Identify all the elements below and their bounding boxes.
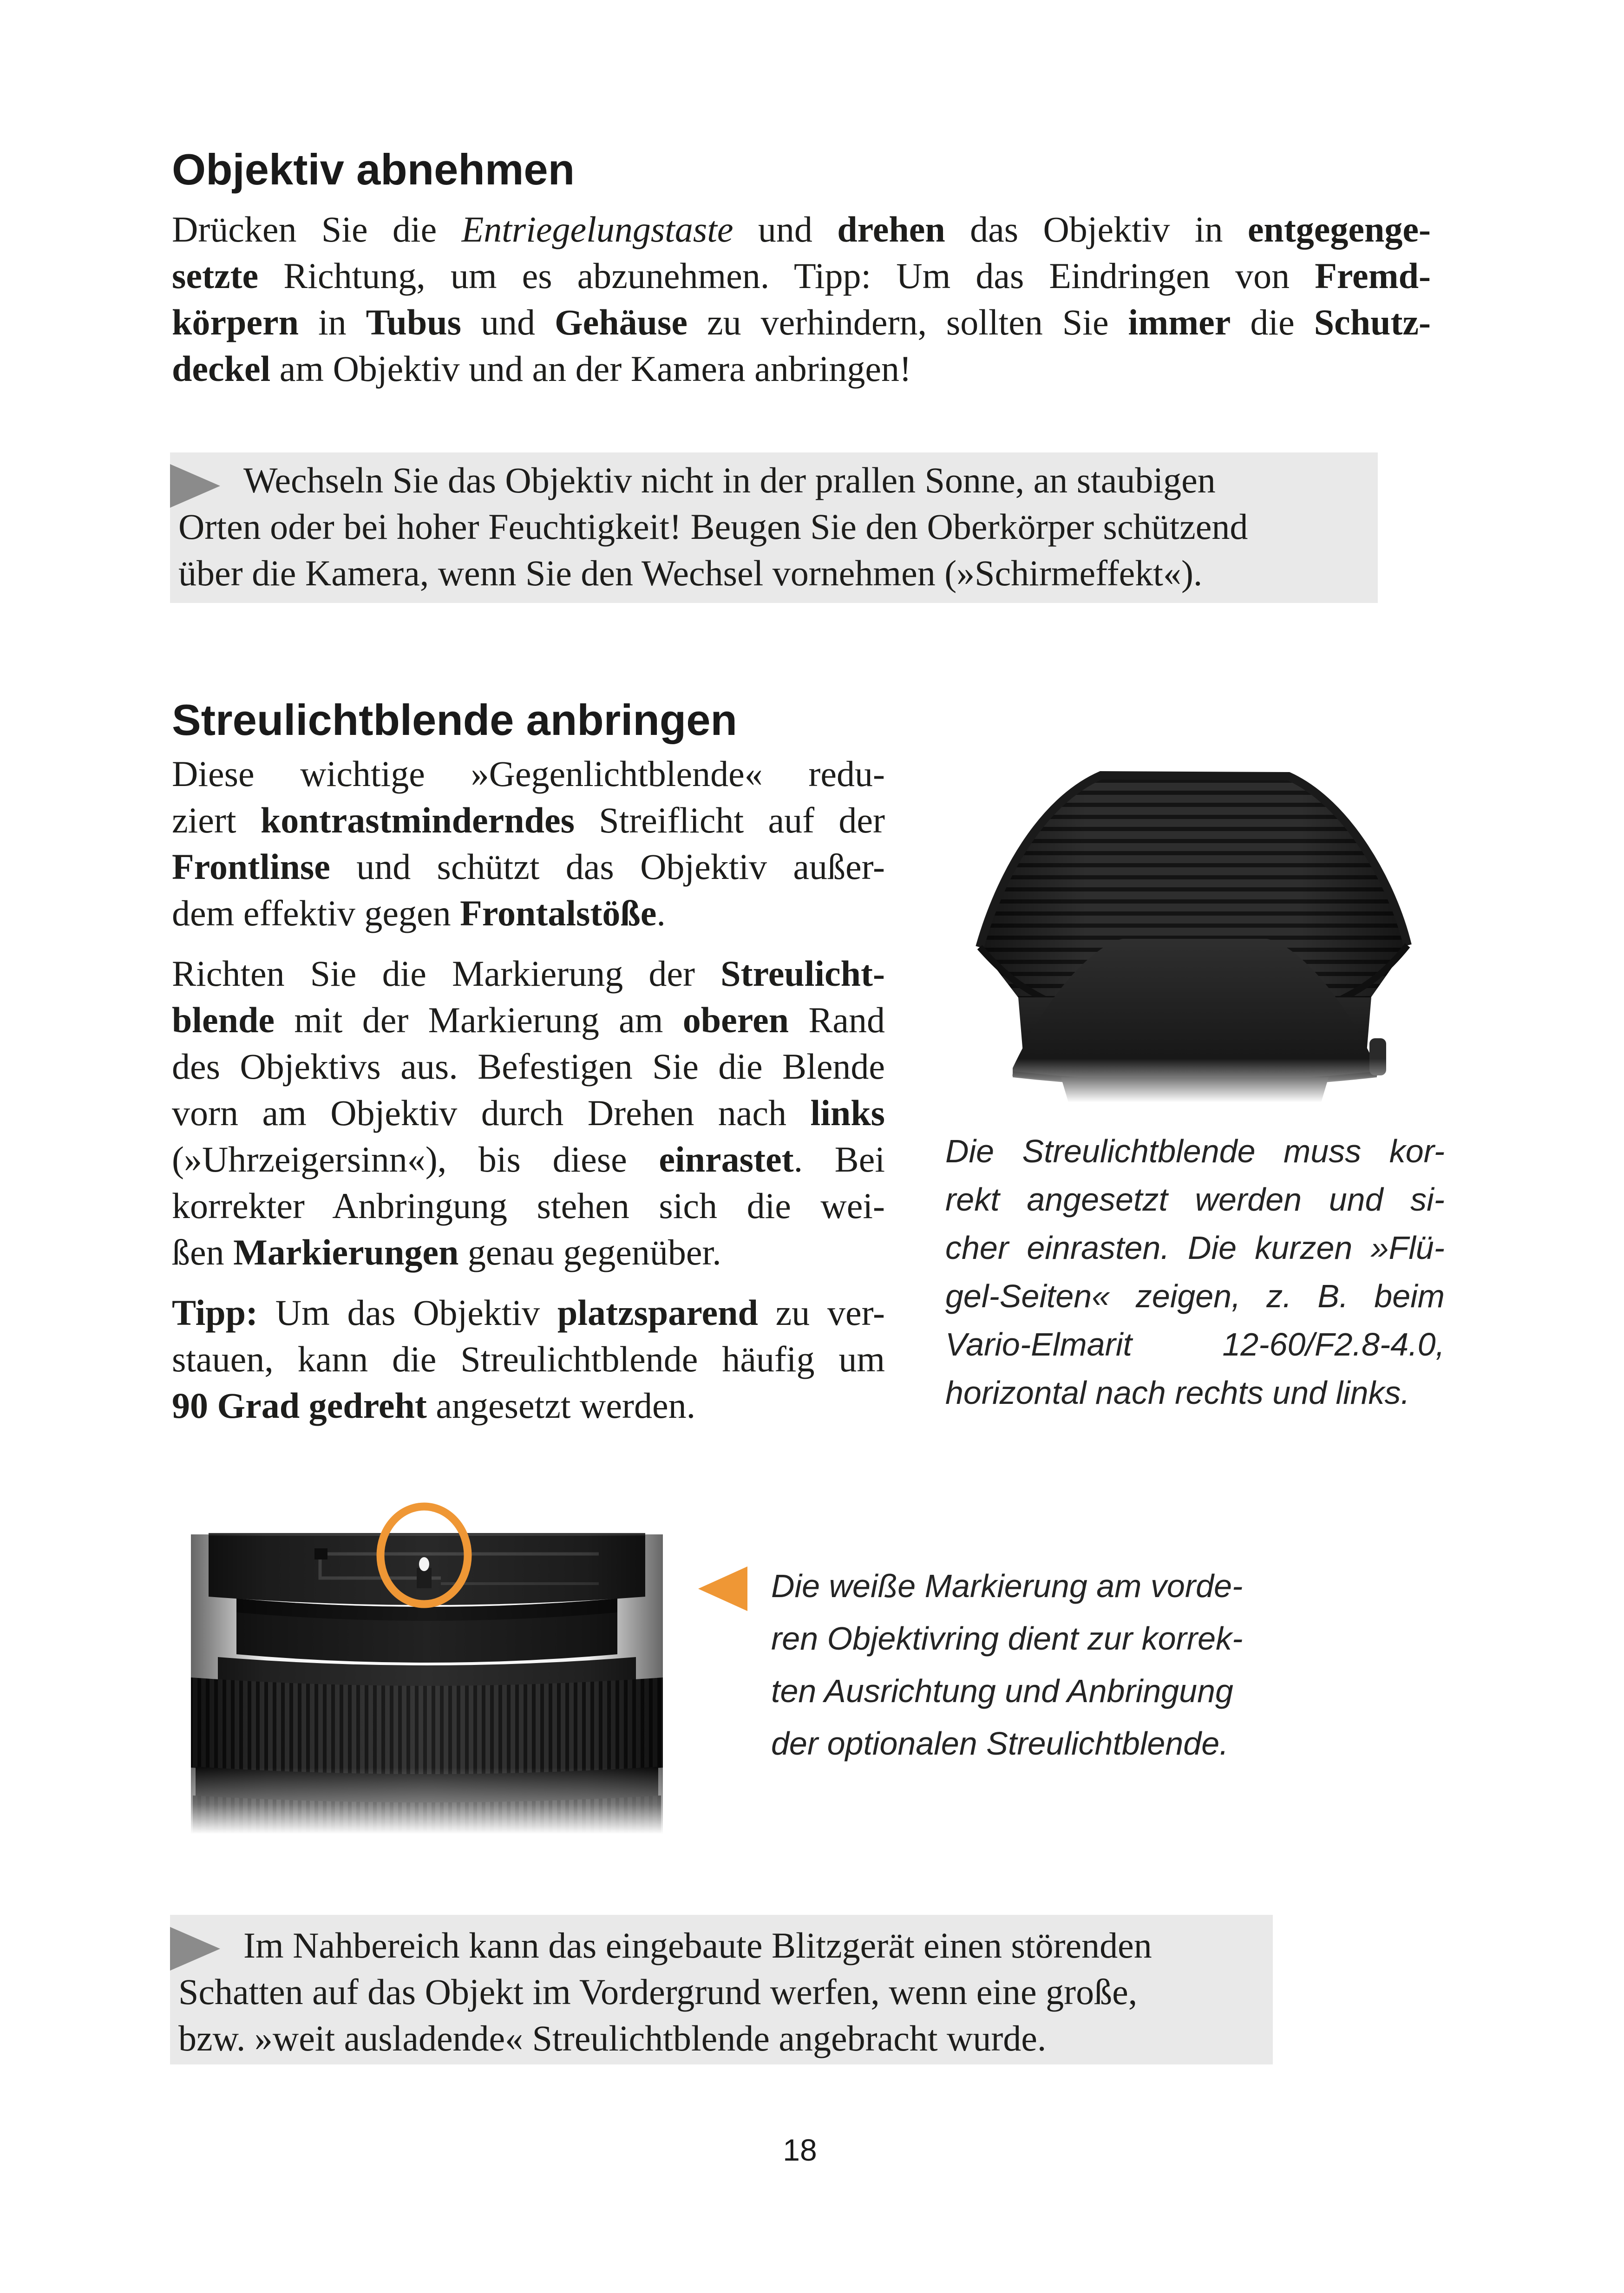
section2-heading: Streulichtblende anbringen	[172, 695, 737, 744]
section2-paragraph-3: Tipp: Um das Objektiv platzsparend zu ver- stauen, kann die Streulichtblende häufig um 90 Grad gedreht angesetzt werden.	[172, 1292, 885, 1426]
section2-left-column	[172, 751, 885, 1443]
note1-text: Wechseln Sie das Objektiv nicht in der prallen Sonne, an staubigen Orten oder bei hoher Feuchtigkeit! Beugen Sie den Oberkörper schützend über die Kamera, wenn Sie den Wechsel vornehmen (»Schirmeffekt«).	[178, 460, 1248, 593]
section2-paragraph-2: Richten Sie die Markierung der Streulicht- blende mit der Markierung am oberen Rand des Objektivs aus. Befestigen Sie die Blende vorn am Objektiv durch Drehen nach links (»Uhrzeigersinn«), bis diese einrastet. Bei korrekter Anbringung stehen sich die wei- ßen Markierungen genau gegenüber.	[172, 953, 885, 1272]
lens-hood-photo	[963, 747, 1427, 1102]
page-number: 18	[783, 2133, 817, 2167]
section2-paragraph-1: Diese wichtige »Gegenlichtblende« redu- ziert kontrastminderndes Streiflicht auf der Frontlinse und schützt das Objektiv außer- dem effektiv gegen Frontalstöße.	[172, 753, 885, 933]
lens-mark-caption: Die weiße Markierung am vorde- ren Objektivring dient zur korrek- ten Ausrichtung und Anbringung der optionalen Streulichtblende.	[771, 1568, 1243, 1762]
lens-front-photo	[181, 1507, 673, 1834]
note-box-2	[170, 1915, 1273, 2064]
callout-arrow-icon	[698, 1566, 747, 1611]
note2-text: Im Nahbereich kann das eingebaute Blitzgerät einen störenden Schatten auf das Objekt im Vordergrund werfen, wenn eine große, bzw. »weit ausladende« Streulichtblende angebracht wurde.	[178, 1925, 1152, 2058]
note-box-1	[170, 452, 1378, 603]
section1-heading: Objektiv abnehmen	[172, 145, 575, 194]
hood-caption: Die Streulichtblende muss kor- rekt angesetzt werden und si- cher einrasten. Die kurzen »Flü- gel-Seiten« zeigen, z. B. beim Vario-Elmarit 12-60/F2.8-4.0, horizontal nach rechts und links.	[945, 1133, 1445, 1411]
section1-paragraph: Drücken Sie die Entriegelungstaste und drehen das Objektiv in entgegenge- setzte Richtung, um es abzunehmen. Tipp: Um das Eindringen von Fremd- körpern in Tubus und Gehäuse zu verhindern, sollten Sie immer die Schutz- deckel am Objektiv und an der Kamera anbringen!	[172, 209, 1431, 389]
